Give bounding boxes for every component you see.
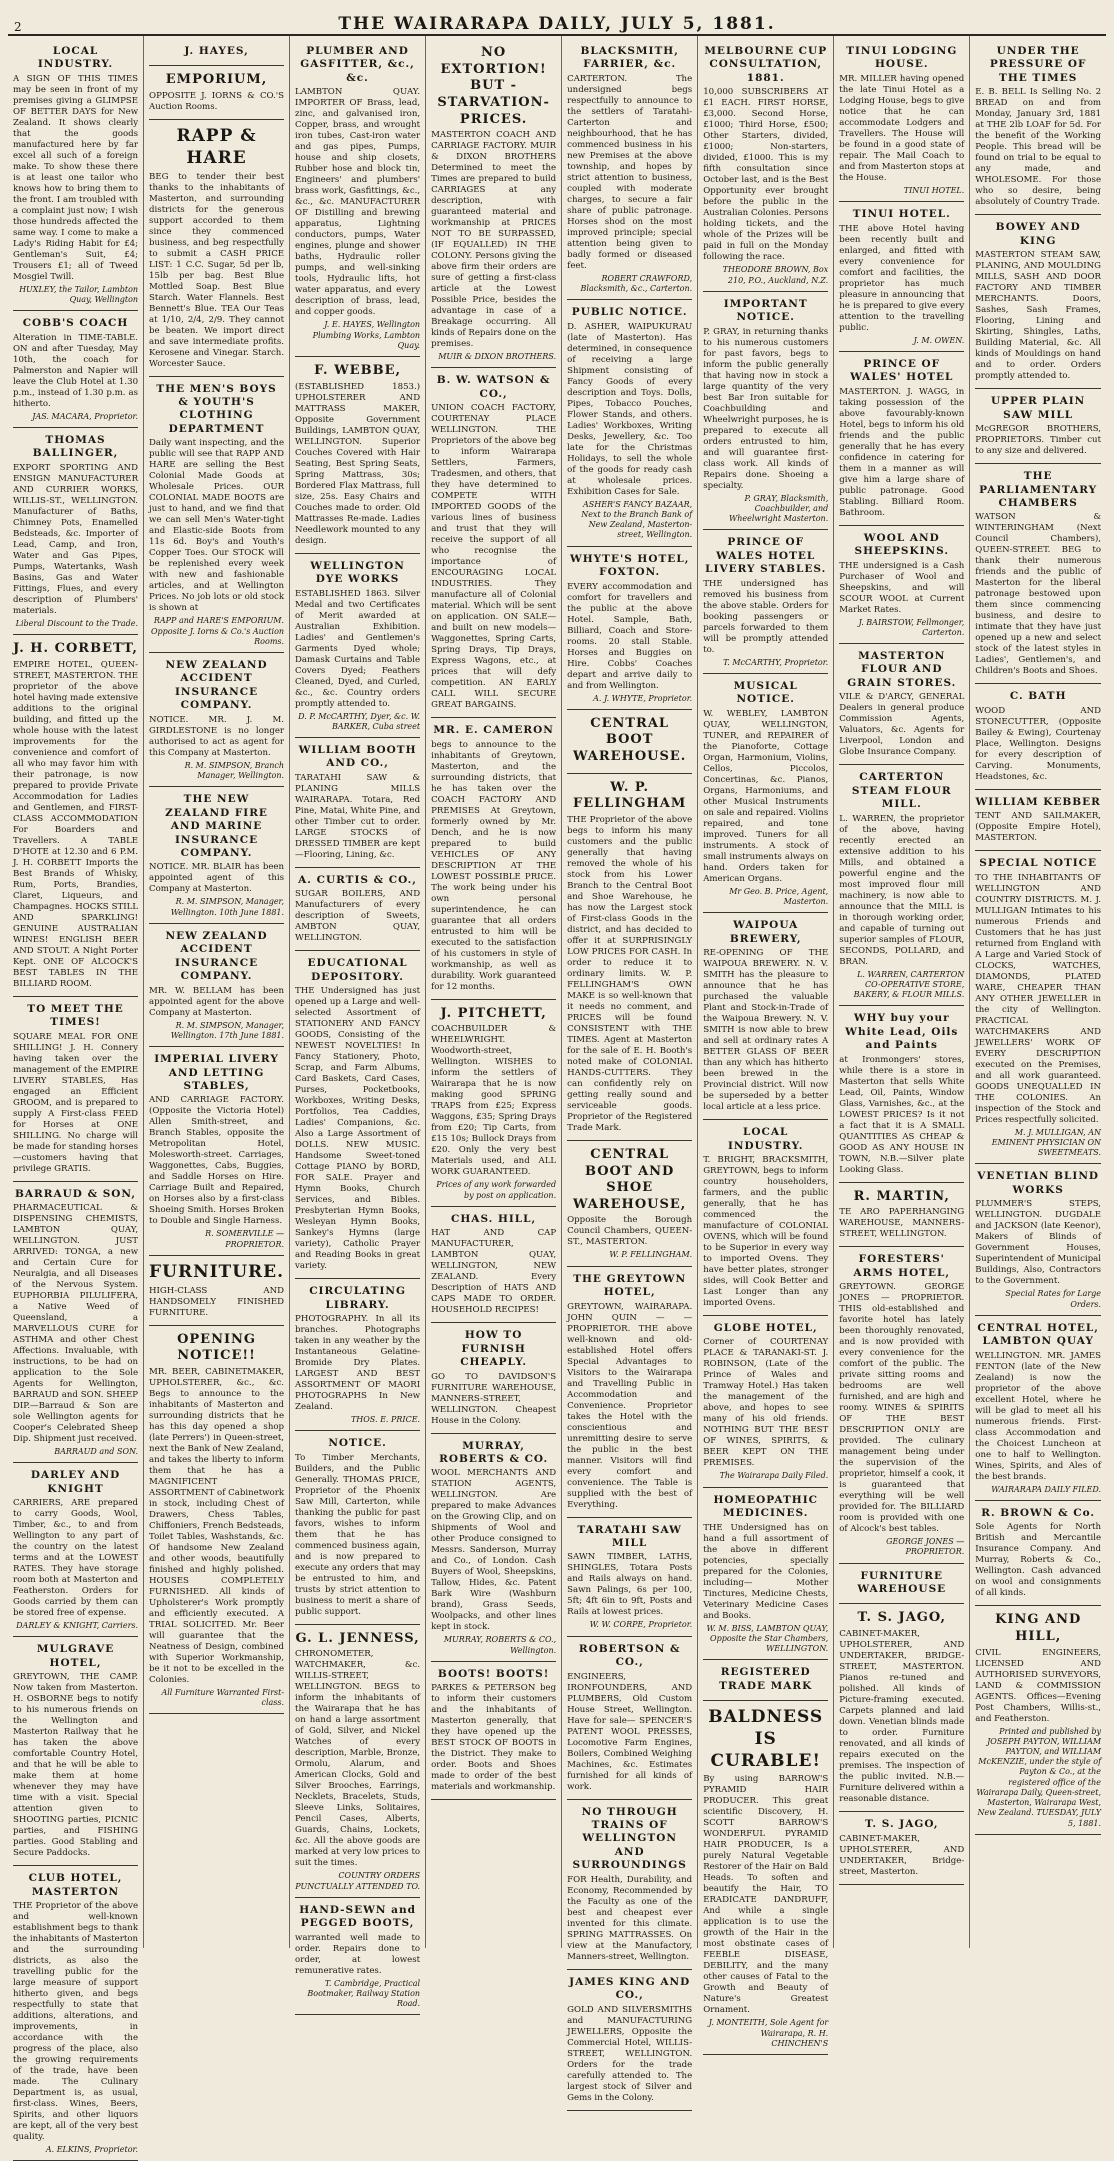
ad-body: Opposite the Borough Council Chambers, QUEEN-ST., MASTERTON.: [567, 1215, 693, 1248]
ad-signature: D. P. McCARTHY, Dyer, &c. W. BARKER, Cuba street: [298, 711, 421, 731]
ad-body: TO THE INHABITANTS OF WELLINGTON AND COUNTRY DISTRICTS. M. J. MULLIGAN Intimates to his numerous Friends and Customers that he has just returned from England with A Large and Varied Stock of CLOCKS, WATCHES, DIAMONDS, PLATED WARE, CHEAPER THAN ANY OTHER JEWELLER in the city of Wellington. PRACTICAL WATCHMAKERS AND JEWELLERS' WORK OF EVERY DESCRIPTION executed on the Premises, and all work guaranteed. GOODS UNEQUALLED IN THE COLONIES. An inspection of the Stock and Prices respectfully solicited.: [975, 872, 1102, 1125]
advertisement: [703, 40, 828, 292]
advertisement: [13, 998, 138, 1182]
ad-body: A SIGN OF THIS TIMES may be seen in front of my premises giving a GLIMPSE OF BETTER DAYS for New Zealand. It shows clearly that the goods manufactured here by far excel all such of a foreign make. To show these there is at least one tailor who knows how to bring them to the front. I am troubled with a complaint just now; I wish those hundreds affected the same way. I come to make a Lady's Riding Habit for £4; Gentleman's Suit, £4; Trousers £1; all of Tweed Mosgiel Twill.: [13, 73, 139, 282]
ad-heading: T. S. JAGO,: [857, 1610, 946, 1626]
ad-signature: MURRAY, ROBERTS & CO., Wellington.: [443, 1635, 557, 1655]
ad-body: THE undersigned has removed his business from the above stable. Orders for booking passengers or parcels forwarded to them will be promptly attended to.: [703, 578, 829, 655]
ad-heading: THE NEW ZEALAND FIRE AND MARINE INSURANCE COMPANY.: [165, 793, 268, 859]
ad-body: W. WEBLEY, LAMBTON QUAY, WELLINGTON, TUNER, and REPAIRER of the Pianoforte, Cottage Organ, Harmonium, Violins, Cellos, Piccolos, Concertinas, &c. Pianos, Organs, Harmoniums, and other Musical Instruments on sale and repaired. Violins repaired, and tone improved. Tuners for all instruments. A stock of small instruments always on hand. Orders taken for American Organs.: [703, 708, 829, 884]
advertisement: [975, 685, 1101, 789]
ad-signature: COUNTRY ORDERS PUNCTUALLY ATTENDED TO.: [295, 1871, 421, 1891]
advertisement: [567, 1801, 692, 1970]
advertisement: [975, 1165, 1101, 1315]
ad-heading: FORESTERS' ARMS HOTEL,: [853, 1253, 951, 1279]
ad-signature: Special Rates for Large Orders.: [1005, 1289, 1102, 1309]
ad-body: BEG to tender their best thanks to the inhabitants of Masterton, and surrounding districts for the generous support accorded to them since they commenced business, and beg respectfully to submit a CASH PRICE LIST: 1 C.C. Sugar, 5d per lb, 15lb per bag. Best Blue Mottled Soap. Best Blue Starch. Water Flannels. Best Bennett's Blue. TEA Our Teas at 1/10, 2/4, 2/9. They cannot be beaten. We import direct and save intermediate profits. Kerosene and Vinegar. Starch. Worcester Sauce.: [149, 171, 285, 369]
advertisement: [295, 952, 420, 1279]
ad-heading: RAPP & HARE: [176, 126, 257, 168]
advertisement: [431, 1324, 556, 1433]
ad-body: MASTERTON STEAM SAW, PLANING, AND MOULDING MILLS, SASH AND DOOR FACTORY AND TIMBER MERCHANTS. Doors, Sashes, Sash Frames, Flooring, Lining and Skirting, Shingles, Laths, Building Material, &c. All kinds of Mouldings on hand and to order. Orders promptly attended to.: [975, 250, 1102, 382]
ad-heading: NEW ZEALAND ACCIDENT INSURANCE COMPANY.: [165, 659, 268, 712]
ad-signature: BARRAUD and SON.: [54, 1447, 139, 1457]
ad-signature: HUXLEY, the Tailor, Lambton Quay, Wellington: [19, 284, 139, 305]
advertisement: [13, 429, 138, 635]
ad-body: PARKES & PETERSON beg to inform their customers and the inhabitants of Masterton generally, that they have opened up the BEST STOCK OF BOOTS in the District. They make to order. Boots and Shoes made to order of the best materials and workmanship.: [431, 1683, 557, 1793]
ad-body: 10,000 SUBSCRIBERS AT £1 EACH. FIRST HORSE, £3,000. Second Horse, £1000; Third Horse, £500; Other Starters, divided, £1000; Non-starters, divided, £1000. This is my fifth consultation since October last, and is the Best Opportunity ever brought before the public in the Australian Colonies. Persons holding tickets, and the whole of the Prizes will be paid in full on the Monday following the race.: [703, 87, 829, 263]
ad-body: HIGH-CLASS AND HANDSOMELY FINISHED FURNITURE.: [149, 1285, 285, 1318]
advertisement: [703, 675, 828, 913]
ad-body: AND CARRIAGE FACTORY. (Opposite the Victoria Hotel) Allen Smith-street, and Branch Stables, opposite the Metropolitan Hotel, Molesworth-street. Carriages, Waggonettes, Cabs, Buggies, and Saddle Horses on Hire. Carriage Built and Repaired, on Horses also by a first-class Shoeing Smith. Horses Broken to Double and Single Harness.: [149, 1095, 285, 1227]
ad-body: THE Proprietor of the above begs to inform his many customers and the public generally that having removed the whole of his stock from his Lower Branch to the Central Boot and Shoe Warehouse, he has now the Largest stock of First-class Goods in the district, and has decided to offer it at SURPRISINGLY LOW PRICES FOR CASH. In order to reduce it to ordinary limits. W. P. FELLINGHAM'S OWN MAKE is so well-known that it needs no comment, and PRICES will be found CONSISTENT with THE TIMES. Agent at Masterton for the sale of E. H. Booth's noted make of COLONIAL HANDS-CUTTERS. They can confidently rely on getting really sound and serviceable goods. Proprietor of the Registered Trade Mark.: [567, 814, 693, 1133]
ad-signature: ROBERT CRAWFORD, Blacksmith, &c., Carterton.: [580, 273, 693, 294]
advertisement: [975, 791, 1101, 851]
advertisement: [567, 40, 692, 300]
advertisement: [975, 465, 1101, 684]
ad-body: UNION COACH FACTORY, COURTENAY PLACE WELLINGTON. THE Proprietors of the above beg to inform Wairarapa Settlers, Farmers, Tradesmen, and others, that they have determined to COMPETE WITH IMPORTED GOODS of the various lines of business and trust that they will receive the support of all who recognise the importance of ENCOURAGING LOCAL INDUSTRIES. They manufacture all of Colonial material. Which will be sent on application. ON SALE—and built on new models—Waggonettes, Spring Carts, Spring Drays, Tip Drays, Express Wagons, etc., at prices that will defy competition. AN EARLY CALL WILL SECURE GREAT BARGAINS.: [431, 403, 557, 711]
ad-body: VILE & D'ARCY, GENERAL Dealers in general produce Commission Agents, Valuators, &c. Agents for Liverpool, London and Globe Insurance Company.: [839, 692, 965, 758]
ad-body: CARRIERS, ARE prepared to carry Goods, Wool, Timber, &c., to and from Wellington to any part of the country on the latest terms and at the LOWEST RATES. They have storage room both at Masterton and Featherston. Orders for Goods carried by them can be stored free of expense.: [13, 1498, 139, 1619]
advertisement: [975, 852, 1101, 1164]
ad-body: at Ironmongers' stores, while there is a store in Masterton that sells White Lead, Oil, Paints, Window Glass, Varnishes, &c., at the LOWEST PRICES? Is it not a fact that it is A SMALL QUANTITIES AS CHEAP & GOOD AS ANY HOUSE IN TOWN, N.B.—Silver plate Looking Glass.: [839, 1054, 965, 1175]
ad-heading: NO EXTORTION! BUT -STARVATION- PRICES.: [437, 45, 550, 127]
ad-heading: MASTERTON FLOUR AND GRAIN STORES.: [847, 650, 957, 689]
ad-body: CABINET-MAKER, UPHOLSTERER, AND UNDERTAKER, Bridge-street, Masterton.: [839, 1833, 965, 1877]
ad-body: Daily want inspecting, and the public will see that RAPP AND HARE are selling the Best Colonial Made Goods at Wholesale Prices. OUR COLONIAL MADE BOOTS are just to hand, and we find that we can sell Men's Water-tight and Elastic-side Boots from 11s 6d. Boy's and Youth's Copper Toes. Our STOCK will be replenished every week with new and fashionable articles, and at Wellington Prices. No job lots or old stock is shown at: [149, 438, 285, 614]
advertisement: [13, 1638, 138, 1866]
ad-signature: W. M. BISS, LAMBTON QUAY, Opposite the Star Chambers, WELLINGTON.: [706, 1623, 829, 1654]
advertisement: [567, 711, 692, 774]
ad-signature: L. WARREN, CARTERTON CO-OPERATIVE STORE, BAKERY, & FLOUR MILLS.: [853, 969, 965, 1000]
ad-heading: LOCAL INDUSTRY.: [37, 45, 114, 71]
ad-heading: PLUMBER AND GASFITTER, &c., &c.: [300, 45, 415, 84]
ad-signature: Liberal Discount to the Trade.: [15, 618, 139, 628]
advertisement: [839, 1248, 964, 1563]
ad-body: EVERY accommodation and comfort for travellers and the public at the above Hotel. Sample, Bath, Billiard, Coach and Store-rooms. 20 stall Stable. Horses and Buggies on Hire. Cobbs' Coaches depart and arrive daily to and from Wellington.: [567, 581, 693, 691]
advertisement: [295, 1899, 420, 2016]
ad-body: EXPORT SPORTING AND ENSIGN MANUFACTURER AND CURRIER WORKS, WILLIS-ST., WELLINGTON. Manufacturer of Baths, Chimney Pots, Enamelled Bedsteads, &c. Importer of Lead, Camp, and Iron, Water and Gas Pipes, Pumps, Watertanks, Wash Basins, Gas and Water Fittings, Flues, and every description of Plumbers' materials.: [13, 462, 139, 616]
advertisement: [295, 1432, 420, 1624]
advertisement: [13, 636, 138, 997]
ad-heading: CENTRAL BOOT AND SHOE WAREHOUSE,: [572, 1146, 687, 1212]
ad-heading: TO MEET THE TIMES!: [27, 1002, 124, 1029]
ad-heading: FURNITURE WAREHOUSE: [857, 1569, 947, 1596]
column-8: [970, 36, 1106, 1948]
ad-body: CIVIL ENGINEERS, LICENSED AND AUTHORISED SURVEYORS, LAND & COMMISSION AGENTS. Offices—Evening Post Chambers, Willis-st., and Featherston.: [975, 1647, 1102, 1724]
column-2: [144, 36, 290, 1948]
advertisement: [975, 1502, 1101, 1606]
ad-body: TE ARO PAPERHANGING WAREHOUSE, MANNERS-STREET, WELLINGTON.: [839, 1207, 965, 1240]
ad-body: D. ASHER, WAIPUKURAU (late of Masterton). Has determined, in consequence of receiving a large Shipment consisting of Fancy Goods of every description and Toys. Dolls, Pipes, Tobacco Pouches, Flower Stands, and others. Ladies' Workboxes, Writing Desks, Jewellery, &c. Too late for the Christmas Holidays, to sell the whole of the goods for ready cash at wholesale prices. Exhibition Cases for Sale.: [567, 321, 693, 497]
advertisement: [295, 739, 420, 868]
ad-heading: IMPERIAL LIVERY AND LETTING STABLES,: [154, 1053, 279, 1092]
ad-heading: T. S. JAGO,: [864, 1818, 939, 1831]
ad-body: NOTICE. MR. BLAIR has been appointed agent of this Company at Masterton.: [149, 862, 285, 895]
advertisement: [975, 40, 1101, 215]
ad-heading: UPPER PLAIN SAW MILL: [991, 395, 1086, 421]
ad-heading: HOW TO FURNISH CHEAPLY.: [460, 1329, 528, 1369]
ad-heading: TINUI LODGING HOUSE.: [846, 45, 958, 71]
ad-body: THE undersigned is a Cash Purchaser of Wool and Sheepskins, and will SCOUR WOOL at Current Market Rates.: [839, 560, 965, 615]
ad-body: Sole Agents for North British and Mercantile Insurance Company. And Murray, Roberts & Co., Wellington. Cash advanced on wool and consignments of all kinds.: [975, 1522, 1102, 1599]
ad-heading: MULGRAVE HOTEL,: [36, 1643, 115, 1669]
advertisement: [975, 390, 1101, 464]
advertisement: [567, 1519, 692, 1637]
ad-signature: THOS. E. PRICE.: [350, 1415, 421, 1425]
advertisement: [149, 1327, 284, 1715]
column-5: [562, 36, 698, 2103]
ad-heading: THE MEN'S BOYS & YOUTH'S CLOTHING DEPARTMENT: [156, 382, 277, 435]
ad-body: CABINET-MAKER, UPHOLSTERER, AND UNDERTAKER, BRIDGE-STREET, MASTERTON. Pianos re-tuned and polished. All kinds of Picture-framing executed. Carpets planned and laid down. Venetian blinds made to order. Furniture renovated, and all kinds of repairs executed on the premises. The inspection of the public invited. N.B.—Furniture delivered within a reasonable distance.: [839, 1629, 965, 1805]
ad-heading: THE PARLIAMENTARY CHAMBERS: [979, 470, 1098, 509]
ad-heading: R. BROWN & Co.: [981, 1506, 1096, 1519]
ad-body: LAMBTON QUAY. IMPORTER OF Brass, lead, zinc, and galvanised iron, Copper, brass, and wrought iron tubes, Cast-iron water and gas pipes, Pumps, house and ship closets, Rubber hose and block tin, Engineers' and plumbers' brass work, Gasfittings, &c., &c., &c. MANUFACTURER OF Distilling and brewing apparatus, Lightning conductors, pumps, Water engines, plunge and shower baths, Hydraulic roller pumps, and well-sinking tools, Hydraulic lifts, hot water apparatus, and every description of brass, lead, and copper goods.: [295, 87, 421, 318]
ad-heading: MUSICAL NOTICE.: [733, 679, 798, 706]
ad-heading: BLACKSMITH, FARRIER, &c.: [580, 45, 679, 71]
advertisement: [295, 1280, 420, 1431]
ad-body: SUGAR BOILERS, AND Manufacturers of every description of Sweets, AMBTON QUAY, WELLINGTON.: [295, 889, 421, 944]
advertisement: [431, 369, 556, 718]
ad-body: WOOD AND STONECUTTER, (Opposite Bailey & Ewing), Courtenay Place, Wellington. Designs for every description of Carving. Monuments, Headstones, &c.: [975, 705, 1102, 782]
ad-body: WOOL MERCHANTS AND STATION AGENTS, WELLINGTON. Are prepared to make Advances on the Growing Clip, and on Shipments of Wool and other Produce consigned to Messrs. Sanderson, Murray and Co., of London. Cash Buyers of Wool, Sheepskins, Tallow, Hides, &c. Patent Bark Wire (Washburn brand), Grass Seeds, Woolpacks, and other lines kept in stock.: [431, 1468, 557, 1633]
advertisement: [295, 40, 420, 357]
ad-signature: GEORGE JONES — PROPRIETOR.: [886, 1537, 965, 1557]
ad-heading: NEW ZEALAND ACCIDENT INSURANCE COMPANY.: [165, 929, 268, 983]
ad-heading: IMPORTANT NOTICE.: [723, 297, 808, 324]
ad-body: E. B. BELL Is Selling No. 2 BREAD on and from Monday, January 3rd, 1881 at THE 2lb LOAF for 5d. For the benefit of the Working People. This bread will be found on trial to be equal to any made, and WHOLESOME. For those who so desire, being absolutely of Country Trade.: [975, 87, 1102, 208]
ad-body: THE Proprietor of the above and well-known establishment begs to thank the inhabitants of Masterton and the surrounding districts, as also the travelling public for the large measure of support hitherto given, and begs respectfully to state that additions, alterations, and improvements, in accordance with the progress of the place, also the growing requirements of the trade, have been made. The Culinary Department is, as usual, first-class. Wines, Beers, Spirits, and other liquors are kept, all of the very best quality.: [13, 1901, 139, 2143]
advertisement: [975, 1607, 1101, 1835]
advertisement: [431, 1435, 556, 1662]
advertisement: [839, 527, 964, 644]
advertisement: [431, 1663, 556, 1800]
ad-signature: J. BAIRSTOW, Fellmonger, Carterton.: [858, 617, 965, 637]
ad-heading: BOOTS! BOOTS!: [437, 1667, 550, 1680]
ad-body: ESTABLISHED 1863. Silver Medal and two Certificates of Merit awarded at Australian Exhibition. Ladies' and Gentlemen's Garments Dyed whole; Damask Curtains and Table Covers Dyed; Feathers Cleaned, Dyed, and Curled, &c., &c. Country orders promptly attended to.: [295, 588, 421, 709]
ad-heading: PRINCE OF WALES HOTEL LIVERY STABLES.: [705, 536, 827, 576]
advertisement: [975, 1317, 1101, 1501]
advertisement: [431, 1208, 556, 1323]
ad-signature: J. M. OWEN.: [913, 335, 965, 345]
ad-signature: R. M. SIMPSON, Branch Manager, Wellington.: [184, 760, 285, 780]
ad-heading: CHAS. HILL,: [451, 1212, 537, 1225]
ad-heading: ROBERTSON & CO.,: [578, 1642, 681, 1669]
ad-signature: Mr Geo. B. Price, Agent, Masterton.: [729, 886, 829, 907]
advertisement: [567, 1268, 692, 1518]
ad-body: MR. BEER, CABINETMAKER, UPHOLSTERER, &c., &c. Begs to announce to the inhabitants of Masterton and surrounding districts that he has this day opened a shop (late Perrers') in Queen-street, next the Bank of New Zealand, and takes the liberty to inform them that he has a MAGNIFICENT ASSORTMENT of Cabinetwork in stock, including Chest of Drawers, Chess Tables, Chiffoniers, French Bedsteads, Toilet Tables, Washstands, &c. Of handsome New Zealand and other woods, beautifully finished and highly polished. HOUSES COMPLETELY FURNISHED. All kinds of Upholsterer's Work promptly and efficiently executed. A TRIAL SOLICITED. Mr. Beer will guarantee that the Neatness of Design, combined with Superior Workmanship, be it not to be excelled in the Colonies.: [149, 1366, 285, 1685]
ad-signature: DARLEY & KNIGHT, Carriers.: [16, 1621, 139, 1631]
ad-signature: R. M. SIMPSON, Manager, Wellington. 17th June 1881.: [170, 1020, 285, 1040]
ad-body: T. BRIGHT, BRACKSMITH, GREYTOWN, begs to inform country householders, farmers, and the public generally, that he has commenced the manufacture of COLONIAL OVENS, which will be found to be Superior in every way to imported Ovens. They have better plates, stronger sides, will Cook Better and Last Longer than any imported Ovens.: [703, 1155, 829, 1308]
ad-body: L. WARREN, the proprietor of the above, having recently erected an extensive addition to his Mills, and obtained a powerful engine and the most improved flour mill machinery, is now able to announce that the MILL is in thorough working order, and capable of turning out superior samples of FLOUR, SECONDS, POLLARD, and BRAN.: [839, 813, 965, 967]
ad-heading: MR. E. CAMERON: [433, 724, 554, 737]
ad-body: HAT AND CAP MANUFACTURER, LAMBTON QUAY, WELLINGTON, NEW ZEALAND. Every Description of HATS AND CAPS MADE TO ORDER. HOUSEHOLD RECIPES!: [431, 1228, 557, 1316]
ad-heading: SPECIAL NOTICE: [979, 857, 1098, 870]
advertisement: [567, 1638, 692, 1800]
ad-body: MR. MILLER having opened the late Tinui Hotel as a Lodging House, begs to give notice that he can accommodate Lodgers and Travellers. The House will be found in a good state of repair. The Mail Coach to and from Masterton stops at the House.: [839, 73, 965, 183]
page-number: 2: [14, 20, 22, 34]
ad-body: RE-OPENING OF THE WAIPOUA BREWERY. N. V. SMITH has the pleasure to announce that he has purchased the valuable Plant and Stock-in-Trade of the Waipoua Brewery. N. V. SMITH is now able to brew and sell at ordinary rates A BETTER GLASS OF BEER than any which has hitherto been brewed in the Provincial district. Will now be superseded by a better local article at a less price.: [703, 948, 829, 1113]
advertisement: [149, 788, 284, 924]
column-6: [698, 36, 834, 2048]
ad-body: (ESTABLISHED 1853.) UPHOLSTERER AND MATTRASS MAKER, Opposite Government Buildings, LAMBTON QUAY, WELLINGTON. Superior Couches Covered with Hair Seating, Best Spring Seats, Spring Mattrass, 30s; Bordered Flax Mattrass, full size, 25s. Easy Chairs and Couches made to order. Old Mattrasses Re-made. Ladies Needlework mounted to any design.: [295, 381, 421, 546]
ad-heading: HAND-SEWN and PEGGED BOOTS,: [299, 1903, 416, 1930]
ad-body: MASTERTON COACH AND CARRIAGE FACTORY. MUIR & DIXON BROTHERS Determined to meet the Times are prepared to build CARRIAGES at any description, with guaranteed material and workmanship at PRICES NOT TO BE SURPASSED, (IF EQUALLED) IN THE COLONY. Persons giving the above firm their orders are sure of getting a first-class article at the Lowest Possible Price, besides the advantage in case of a Breakage occurring. All kinds of Repairs done on the premises.: [431, 130, 557, 350]
advertisement: [703, 914, 828, 1120]
advertisement: [567, 1142, 692, 1267]
ad-heading: OPENING NOTICE!!: [177, 1331, 257, 1364]
ad-heading: WELLINGTON DYE WORKS: [310, 559, 405, 586]
advertisement: [839, 1184, 964, 1248]
ad-signature: Prices of any work forwarded by post on application.: [436, 1180, 557, 1200]
ad-body: warranted well made to order. Repairs done to order, at lowest remunerative rates.: [295, 1932, 421, 1976]
advertisement: [839, 40, 964, 202]
ad-signature: RAPP and HARE'S EMPORIUM. Opposite J. Iorns & Co.'s Auction Rooms.: [150, 616, 285, 646]
advertisement: [839, 766, 964, 1006]
advertisement: [149, 67, 284, 120]
ad-heading: J. PITCHETT,: [440, 1005, 547, 1021]
newspaper-title: THE WAIRARAPA DAILY, JULY 5, 1881.: [338, 14, 776, 34]
ad-heading: B. W. WATSON & CO.,: [436, 374, 551, 400]
ad-heading: WHY buy your White Lead, Oils and Paints: [845, 1012, 959, 1052]
ad-heading: THE GREYTOWN HOTEL,: [573, 1272, 687, 1299]
column-3: [290, 36, 426, 2009]
advertisement: [149, 654, 284, 787]
ad-heading: WOOL AND SHEEPSKINS.: [854, 531, 949, 558]
advertisement: [149, 121, 284, 377]
ad-signature: R. M. SIMPSON, Manager, Wellington. 10th June 1881.: [170, 897, 285, 917]
ad-heading: UNDER THE PRESSURE OF THE TIMES: [989, 45, 1087, 84]
ad-heading: NO THROUGH TRAINS OF WELLINGTON AND SURROUNDINGS: [572, 1805, 687, 1872]
ad-body: MR. W. BELLAM has been appointed agent for the above Company at Masterton.: [149, 985, 285, 1018]
ad-body: THE above Hotel having been recently built and enlarged, and fitted with every convenience for comfort and facilities, the proprietor has much pleasure in announcing that he is prepared to give every attention to the travelling public.: [839, 223, 965, 333]
ad-body: GREYTOWN, WAIRARAPA. JOHN QUIN — — PROPRIETOR. THE above well-known and old-established Hotel offers Special Advantages to Visitors to the Wairarapa and Travelling Public in Accommodation and Convenience. Proprietor takes the Hotel with the conscientious and unremitting desire to serve the public in the best manner. Visitors will find every comfort and convenience. The Table is supplied with the best of Everything.: [567, 1301, 693, 1510]
ad-body: CHRONOMETER, WATCHMAKER, &c. WILLIS-STREET, WELLINGTON. BEGS to inform the inhabitants of the Wairarapa that he has on hand a large assortment of Gold, Silver, and Nickel Watches of every description, Marble, Bronze, Ormolu, Alarum, and American Clocks, Gold and Silver Brooches, Earrings, Necklets, Bracelets, Studs, Sleeve Links, Solitaires, Pencil Cases, Alberts, Guards, Chains, Lockets, &c. All the above goods are marked at very low prices to suit the times.: [295, 1649, 421, 1869]
advertisement: [13, 1867, 138, 2161]
advertisement: [567, 775, 692, 1141]
ad-heading: PUBLIC NOTICE.: [571, 306, 688, 319]
ad-heading: GLOBE HOTEL,: [713, 1322, 818, 1334]
ad-body: EMPIRE HOTEL, QUEEN-STREET, MASTERTON. THE proprietor of the above hotel having made extensive additions to the original building, and fitted up the whole house with the latest improvements for the convenience and comfort of all who may favor him with their patronage, is now prepared to provide Private Accommodation for Ladies and Gentlemen, and FIRST-CLASS ACCOMMODATION For Boarders and Travellers. A TABLE D'HOTE at 12.30 and 6 P.M. J. H. CORBETT Imports the Best Brands of Whisky, Rum, Ports, Brandies, Claret, Liqueurs, and Champagnes. HOCKS STILL AND SPARKLING! GENUINE AUSTRALIAN WINES! ENGLISH BEER AND STOUT. A Night Porter Kept. ONE OF ALCOCK'S BEST TABLES IN THE BILLIARD ROOM.: [13, 659, 139, 989]
advertisement: [13, 1183, 138, 1464]
ad-heading: WILLIAM BOOTH AND CO.,: [298, 743, 417, 770]
ad-heading: WAIPOUA BREWERY,: [729, 919, 802, 945]
advertisement: [839, 1007, 964, 1182]
ad-heading: COBB'S COACH: [22, 317, 129, 330]
ad-body: CARTERTON. The undersigned begs respectfully to announce to the settlers of Taratahi-Carterton and neighbourhood, that he has commenced business in his new Premises at the above township, and hopes by strict attention to business, coupled with moderate charges, to secure a fair share of public patronage. Horses shod on the most improved principle; special attention being given to badly formed or diseased feet.: [567, 73, 693, 271]
advertisement: [149, 40, 284, 66]
advertisement: [703, 293, 828, 531]
ad-signature: MUIR & DIXON BROTHERS.: [438, 352, 557, 362]
ad-signature: T. Cambridge, Practical Bootmaker, Railway Station Road.: [307, 1978, 421, 2009]
ad-heading: JAMES KING AND CO.,: [569, 1975, 691, 2002]
ad-heading: BOWEY AND KING: [995, 221, 1081, 247]
ad-signature: Printed and published by JOSEPH PAYTON, WILLIAM PAYTON, and WILLIAM McKENZIE, under the style of Payton & Co., at the registered office of the Wairarapa Daily, Queen-street, Masterton, Wairarapa West, New Zealand. TUESDAY, JULY 5, 1881.: [976, 1726, 1102, 1828]
ad-body: McGREGOR BROTHERS, PROPRIETORS. Timber cut to any size and delivered.: [975, 424, 1102, 457]
ad-body: TARATAHI SAW & PLANING MILLS WAIRARAPA. Totara, Red Pine, Matai, White Pine, and other Timber cut to order. LARGE STOCKS of DRESSED TIMBER are kept—Flooring, Lining, &c.: [295, 772, 421, 860]
ad-body: GREYTOWN, THE CAMP. Now taken from Masterton. H. OSBORNE begs to notify to his numerous friends on the Wellington and Masterton Railway that he has taken the above comfortable Country Hotel, and that he will be able to make them at home whenever they may have time with a visit. Special attention given to SHOOTING parties, PICNIC parties, and FISHING parties. Good Stabling and Secure Paddocks.: [13, 1672, 139, 1859]
ad-body: TENT AND SAILMAKER, (Opposite Empire Hotel), MASTERTON.: [975, 811, 1102, 844]
advertisement: [295, 358, 420, 554]
ad-heading: CENTRAL BOOT WAREHOUSE.: [572, 715, 687, 765]
ad-heading: J. HAYES,: [184, 45, 249, 57]
ad-heading: HOMEOPATHIC MEDICINES.: [713, 1493, 818, 1520]
ad-body: SAWN TIMBER, LATHS, SHINGLES, Totara Posts and Rails always on hand. Sawn Palings, 6s per 100, 5ft; 4ft 6in to 9ft, Posts and Rails at lowest prices.: [567, 1552, 693, 1618]
advertisement: [149, 1257, 284, 1326]
ad-heading: FURNITURE.: [149, 1261, 285, 1282]
ad-heading: CENTRAL HOTEL, LAMBTON QUAY: [977, 1321, 1099, 1348]
ad-heading: EMPORIUM,: [165, 72, 268, 88]
ad-body: GOLD AND SILVERSMITHS and MANUFACTURING JEWELLERS, Opposite the Commercial Hotel, WILLIS-STREET, WELLINGTON. Orders for the trade carefully attended to. The largest stock of Silver and Gems in the Colony.: [567, 2004, 693, 2103]
ad-heading: LOCAL INDUSTRY.: [728, 1126, 804, 1152]
advertisement: [149, 925, 284, 1047]
ad-body: SQUARE MEAL FOR ONE SHILLING! J. H. Connery having taken over the management of the EMPIRE LIVERY STABLES, Has engaged an Efficient GROOM, and is prepared to supply A First-class FEED for Horses at ONE SHILLING. No charge will be made for standing horses—customers having that privilege GRATIS.: [13, 1031, 139, 1174]
ad-heading: TINUI HOTEL.: [852, 208, 951, 221]
ad-heading: PRINCE OF WALES' HOTEL: [850, 357, 954, 384]
ad-signature: ASHER'S FANCY BAZAAR, Next to the Branch Bank of New Zealand, Masterton-street, Wellington.: [581, 499, 693, 540]
ad-body: GO TO DAVIDSON'S FURNITURE WAREHOUSE, MANNERS-STREET, WELLINGTON. Cheapest House in the Colony.: [431, 1371, 557, 1426]
ad-signature: T. McCARTHY, Proprietor.: [723, 657, 829, 667]
ad-heading: REGISTERED TRADE MARK: [719, 1666, 813, 1692]
ad-body: PLUMMER'S STEPS, WELLINGTON. DUGDALE and JACKSON (late Keenor), Makers of Blinds of Government Houses, Superintendent of Municipal Buildings, Also, Contractors to the Government.: [975, 1199, 1102, 1287]
ad-signature: M. J. MULLIGAN, AN EMINENT PHYSICIAN ON SWEETMEATS.: [991, 1127, 1102, 1158]
ad-heading: W. P. FELLINGHAM: [573, 779, 687, 812]
advertisement: [703, 1661, 828, 1701]
ad-heading: C. BATH: [1009, 690, 1067, 703]
column-7: [834, 36, 970, 1948]
ad-heading: A. CURTIS & CO.,: [298, 873, 417, 886]
ad-signature: JAS. MACARA, Proprietor.: [32, 411, 139, 421]
ad-body: GREYTOWN. GEORGE JONES — PROPRIETOR. THIS old-established and favorite hotel has lately been thoroughly renovated, and is now provided with every convenience for the comfort of the public. The private sitting rooms and bedrooms are well furnished, and are high and roomy. WINES & SPIRITS OF THE BEST DESCRIPTION ONLY are provided. The culinary management being under the supervision of the proprietor, himself a cook, it is guaranteed that everything will be well provided for. The BILLIARD room is provided with one of Alcock's best tables.: [839, 1282, 965, 1535]
ad-heading: CIRCULATING LIBRARY.: [309, 1285, 406, 1311]
ad-heading: CLUB HOTEL, MASTERTON: [28, 1872, 123, 1898]
ad-signature: The Wairarapa Daily Filed.: [719, 1471, 829, 1481]
advertisement: [149, 1048, 284, 1256]
ad-body: WATSON & WINTERINGHAM (Next Council Chambers), QUEEN-STREET. BEG to thank their numerous friends and the public of Masterton for the liberal patronage bestowed upon them since commencing business, and desire to intimate that they have just opened up a new and select stock of the latest styles in Ladies', Gentlemen's, and Children's Boots and Shoes.: [975, 512, 1102, 677]
ad-signature: TINUI HOTEL.: [903, 185, 965, 195]
advertisement: [839, 1813, 964, 1884]
ad-signature: THEODORE BROWN, Box 210, P.O., Auckland, N.Z.: [722, 265, 829, 285]
ad-body: By using BARROW'S PYRAMID HAIR PRODUCER. This great scientific Discovery, H. SCOTT BARROW'S WONDERFUL PYRAMID HAIR PRODUCER, Is a purely Natural Vegetable Restorer of the Hair on Bald Heads. To soften and beautify the Hair, TO ERADICATE DANDRUFF, And while a single application is to use the growth of the Hair in the most obstinate cases of FEEBLE DISEASE, DEBILITY, and the many other causes of Fatal to the Growth and Beauty of Nature's Greatest Ornament.: [703, 1774, 829, 2016]
ad-heading: EDUCATIONAL DEPOSITORY.: [307, 957, 408, 983]
ad-body: COACHBUILDER & WHEELWRIGHT. Woodworth-street, Wellington. WISHES to inform the settlers of Wairarapa that he is now making good SPRING TRAPS from £25; Express Waggons, £35; Spring Drays from £20; Tip Carts, from £15 10s; Bullock Drays from £20. Only the very best Materials used, and ALL WORK GUARANTEED.: [431, 1024, 557, 1178]
ad-signature: A. J. WHYTE, Proprietor.: [593, 693, 693, 703]
advertisement: [839, 353, 964, 526]
advertisement: [13, 1464, 138, 1637]
ad-heading: MURRAY, ROBERTS & CO.: [439, 1439, 549, 1465]
ad-heading: CARTERTON STEAM FLOUR MILL.: [851, 771, 952, 811]
advertisement: [431, 719, 556, 999]
advertisement: [703, 531, 828, 674]
ad-body: ENGINEERS, IRONFOUNDERS, AND PLUMBERS, Old Custom House Street, Wellington. Have for sale— SPENCER'S PATENT WOOL PRESSES, Locomotive Farm Engines, Boilers, Combined Weighing Machines, &c. Estimates furnished for all kinds of work.: [567, 1671, 693, 1792]
ad-body: Alteration in TIME-TABLE. ON and after Tuesday, May 10th, the coach for Palmerston and Napier will leave the Club Hotel at 1.30 p.m., instead of 1.30 p.m. as hitherto.: [13, 332, 139, 409]
advertisement: [295, 555, 420, 738]
advertisement: [703, 1702, 828, 2055]
ad-body: THE Undersigned has just opened up a Large and well-selected Assortment of STATIONERY AND FANCY GOODS, Consisting of the NEWEST NOVELTIES! In Fancy Stationery, Photo, Scrap, and Farm Albums, Card Baskets, Card Cases, Purses, Pocketbooks, Workboxes, Writing Desks, Portfolios, Tea Caddies, Ladies' Companions, &c. Also a Large Assortment of DOLLS. NEW MUSIC. Handsome Sweet-toned Cottage PIANO by BORD, FOR SALE. Prayer and Hymn Books, Church Services, and Bibles. Presbyterian Hymn Books, Wesleyan Hymn Books, Sankey's Hymns (large variety), Catholic Prayer and Reading Books in great variety.: [295, 986, 421, 1272]
masthead: [8, 6, 1106, 36]
ad-body: PHOTOGRAPHY. In all its branches. Photographs taken in any weather by the Instantaneous Gelatine-Bromide Dry Plates. LARGEST AND BEST ASSORTMENT OF MAORI PHOTOGRAPHS In New Zealand.: [295, 1314, 421, 1413]
advertisement: [13, 40, 138, 311]
ad-heading: NOTICE.: [328, 1437, 387, 1450]
ad-signature: W. P. FELLINGHAM.: [609, 1250, 693, 1260]
advertisement: [839, 1605, 964, 1812]
ad-heading: WHYTE'S HOTEL, FOXTON.: [569, 552, 690, 579]
columns: [8, 36, 1106, 2155]
advertisement: [295, 869, 420, 951]
column-4: [426, 36, 562, 1948]
ad-body: PHARMACEUTICAL & DISPENSING CHEMISTS, LAMBTON QUAY, WELLINGTON. JUST ARRIVED: TONGA, a new and Certain Cure for Neuralgia, and all Diseases of the Nervous System. EUPHORBIA PILULIFERA, a Native Weed of Queensland, a MARVELLOUS CURE for ASTHMA and other Chest Affections. Invaluable, with instructions, to be had on application to the Sole Agents for Wellington, BARRAUD and SON. SHEEP DIP.—Barraud & Son are sole Wellington agents for Cooper's Celebrated Sheep Dip. Shipment just received.: [13, 1203, 139, 1445]
advertisement: [839, 203, 964, 352]
advertisement: [295, 1626, 420, 1898]
ad-body: P. GRAY, in returning thanks to his numerous customers for past favors, begs to inform the public generally that having now in stock a large quantity of the very best Bar Iron suitable for Coachbuilding and Wheelwright purposes, he is prepared to execute all orders entrusted to him, and will guarantee first-class work. All kinds of Repairs done. Shoeing a specialty.: [703, 326, 829, 491]
advertisement: [567, 1971, 692, 2111]
ad-signature: J. E. HAYES, Wellington Plumbing Works, Lambton Quay.: [312, 320, 421, 350]
column-1: [8, 36, 144, 2155]
advertisement: [703, 1317, 828, 1488]
ad-body: MASTERTON. J. WAGG, in taking possession of the above favourably-known Hotel, begs to inform his old friends and the public generally that he has every confidence in catering for them in a manner as will give him a large share of public patronage. Good Stabling. Billiard Room. Bathroom.: [839, 386, 965, 518]
ad-heading: DARLEY AND KNIGHT: [30, 1469, 121, 1495]
advertisement: [703, 1121, 828, 1316]
advertisement: [13, 312, 138, 428]
ad-signature: W. W. CORPE, Proprietor.: [589, 1620, 693, 1630]
ad-signature: WAIRARAPA DAILY FILED.: [991, 1484, 1102, 1494]
ad-heading: BALDNESS IS CURABLE!: [708, 1707, 824, 1771]
ad-heading: F. WEBBE,: [314, 363, 402, 379]
ad-signature: R. SOMERVILLE — PROPRIETOR.: [205, 1229, 285, 1249]
advertisement: [567, 548, 692, 710]
ad-heading: MELBOURNE CUP CONSULTATION, 1881.: [704, 45, 828, 84]
ad-heading: WILLIAM KEBBER: [975, 795, 1101, 808]
ad-body: begs to announce to the inhabitants of Greytown, Masterton, and the surrounding districts, that he has taken over the COACH FACTORY AND PREMISES At Greytown, formerly owned by Mr. Dench, and he is now prepared to build VEHICLES OF ANY DESCRIPTION AT THE LOWEST POSSIBLE PRICE. The work being under his own personal superintendence, he can guarantee that all orders entrusted to him will be executed to the satisfaction of his customers in style of workmanship, as well as durability. Work guaranteed for 12 months.: [431, 739, 557, 992]
ad-signature: J. MONTEITH, Sole Agent for Wairarapa, R. H. CHINCHEN'S: [708, 2018, 829, 2048]
ad-heading: THOMAS BALLINGER,: [32, 434, 119, 460]
ad-heading: R. MARTIN,: [853, 1188, 950, 1204]
advertisement: [839, 645, 964, 765]
advertisement: [431, 1001, 556, 1207]
ad-heading: J. H. CORBETT,: [13, 641, 138, 657]
ad-body: Corner of COURTENAY PLACE & TARANAKI-ST. J. ROBINSON, (Late of the Prince of Wales and Tramway Hotel.) Has taken the management of the above, and hopes to see many of his old friends. NOTHING BUT THE BEST OF WINES, SPIRITS, & BEER KEPT ON THE PREMISES.: [703, 1337, 829, 1469]
ad-signature: All Furniture Warranted First-class.: [161, 1687, 285, 1708]
ad-body: WELLINGTON. MR. JAMES FENTON (late of the New Zealand) is now the proprietor of the above excellent Hotel, where he will be glad to meet all his numerous friends. First-class Accommodation and the Choicest Luncheon at one to half to Wellington. Wines, Spirits, and Ales of the best brands.: [975, 1350, 1102, 1482]
ad-body: OPPOSITE J. IORNS & CO.'S Auction Rooms.: [149, 91, 285, 113]
ad-body: THE Undersigned has on hand a full assortment of the above in different potencies, specially prepared for the Colonies, including— Mother Tinctures, Medicine Chests, Veterinary Medicine Cases and Books.: [703, 1522, 829, 1621]
ad-heading: BARRAUD & SON,: [15, 1187, 137, 1200]
advertisement: [567, 301, 692, 546]
ad-heading: TARATAHI SAW MILL: [577, 1523, 682, 1549]
advertisement: [431, 40, 556, 368]
ad-signature: P. GRAY, Blacksmith, Coachbuilder, and Wheelwright Masterton.: [729, 493, 829, 524]
ad-body: FOR Health, Durability, and Economy, Recommended by the Faculty as one of the best and cheapest ever invented for this climate. SPRING MATTRASSES. On view at the Manufactory, Manners-street, Wellington.: [567, 1874, 693, 1962]
ad-heading: G. L. JENNESS,: [295, 1630, 420, 1646]
ad-heading: KING AND HILL,: [995, 1612, 1082, 1644]
ad-body: NOTICE. MR. J. M. GIRDLESTONE is no longer authorised to act as agent for this Company at Masterton.: [149, 714, 285, 758]
ad-body: To Timber Merchants, Builders, and the Public Generally. THOMAS PRICE, Proprietor of the Phoenix Saw Mill, Carterton, while thanking the public for past favors, wishes to inform them that he has commenced business again, and is now prepared to execute any orders that may be entrusted to him, and trusts by strict attention to business to merit a share of public support.: [295, 1452, 421, 1617]
advertisement: [975, 216, 1101, 389]
advertisement: [149, 378, 284, 653]
ad-heading: VENETIAN BLIND WORKS: [977, 1170, 1100, 1196]
advertisement: [703, 1489, 828, 1661]
advertisement: [839, 1565, 964, 1605]
ad-signature: A. ELKINS, Proprietor.: [45, 2145, 139, 2155]
